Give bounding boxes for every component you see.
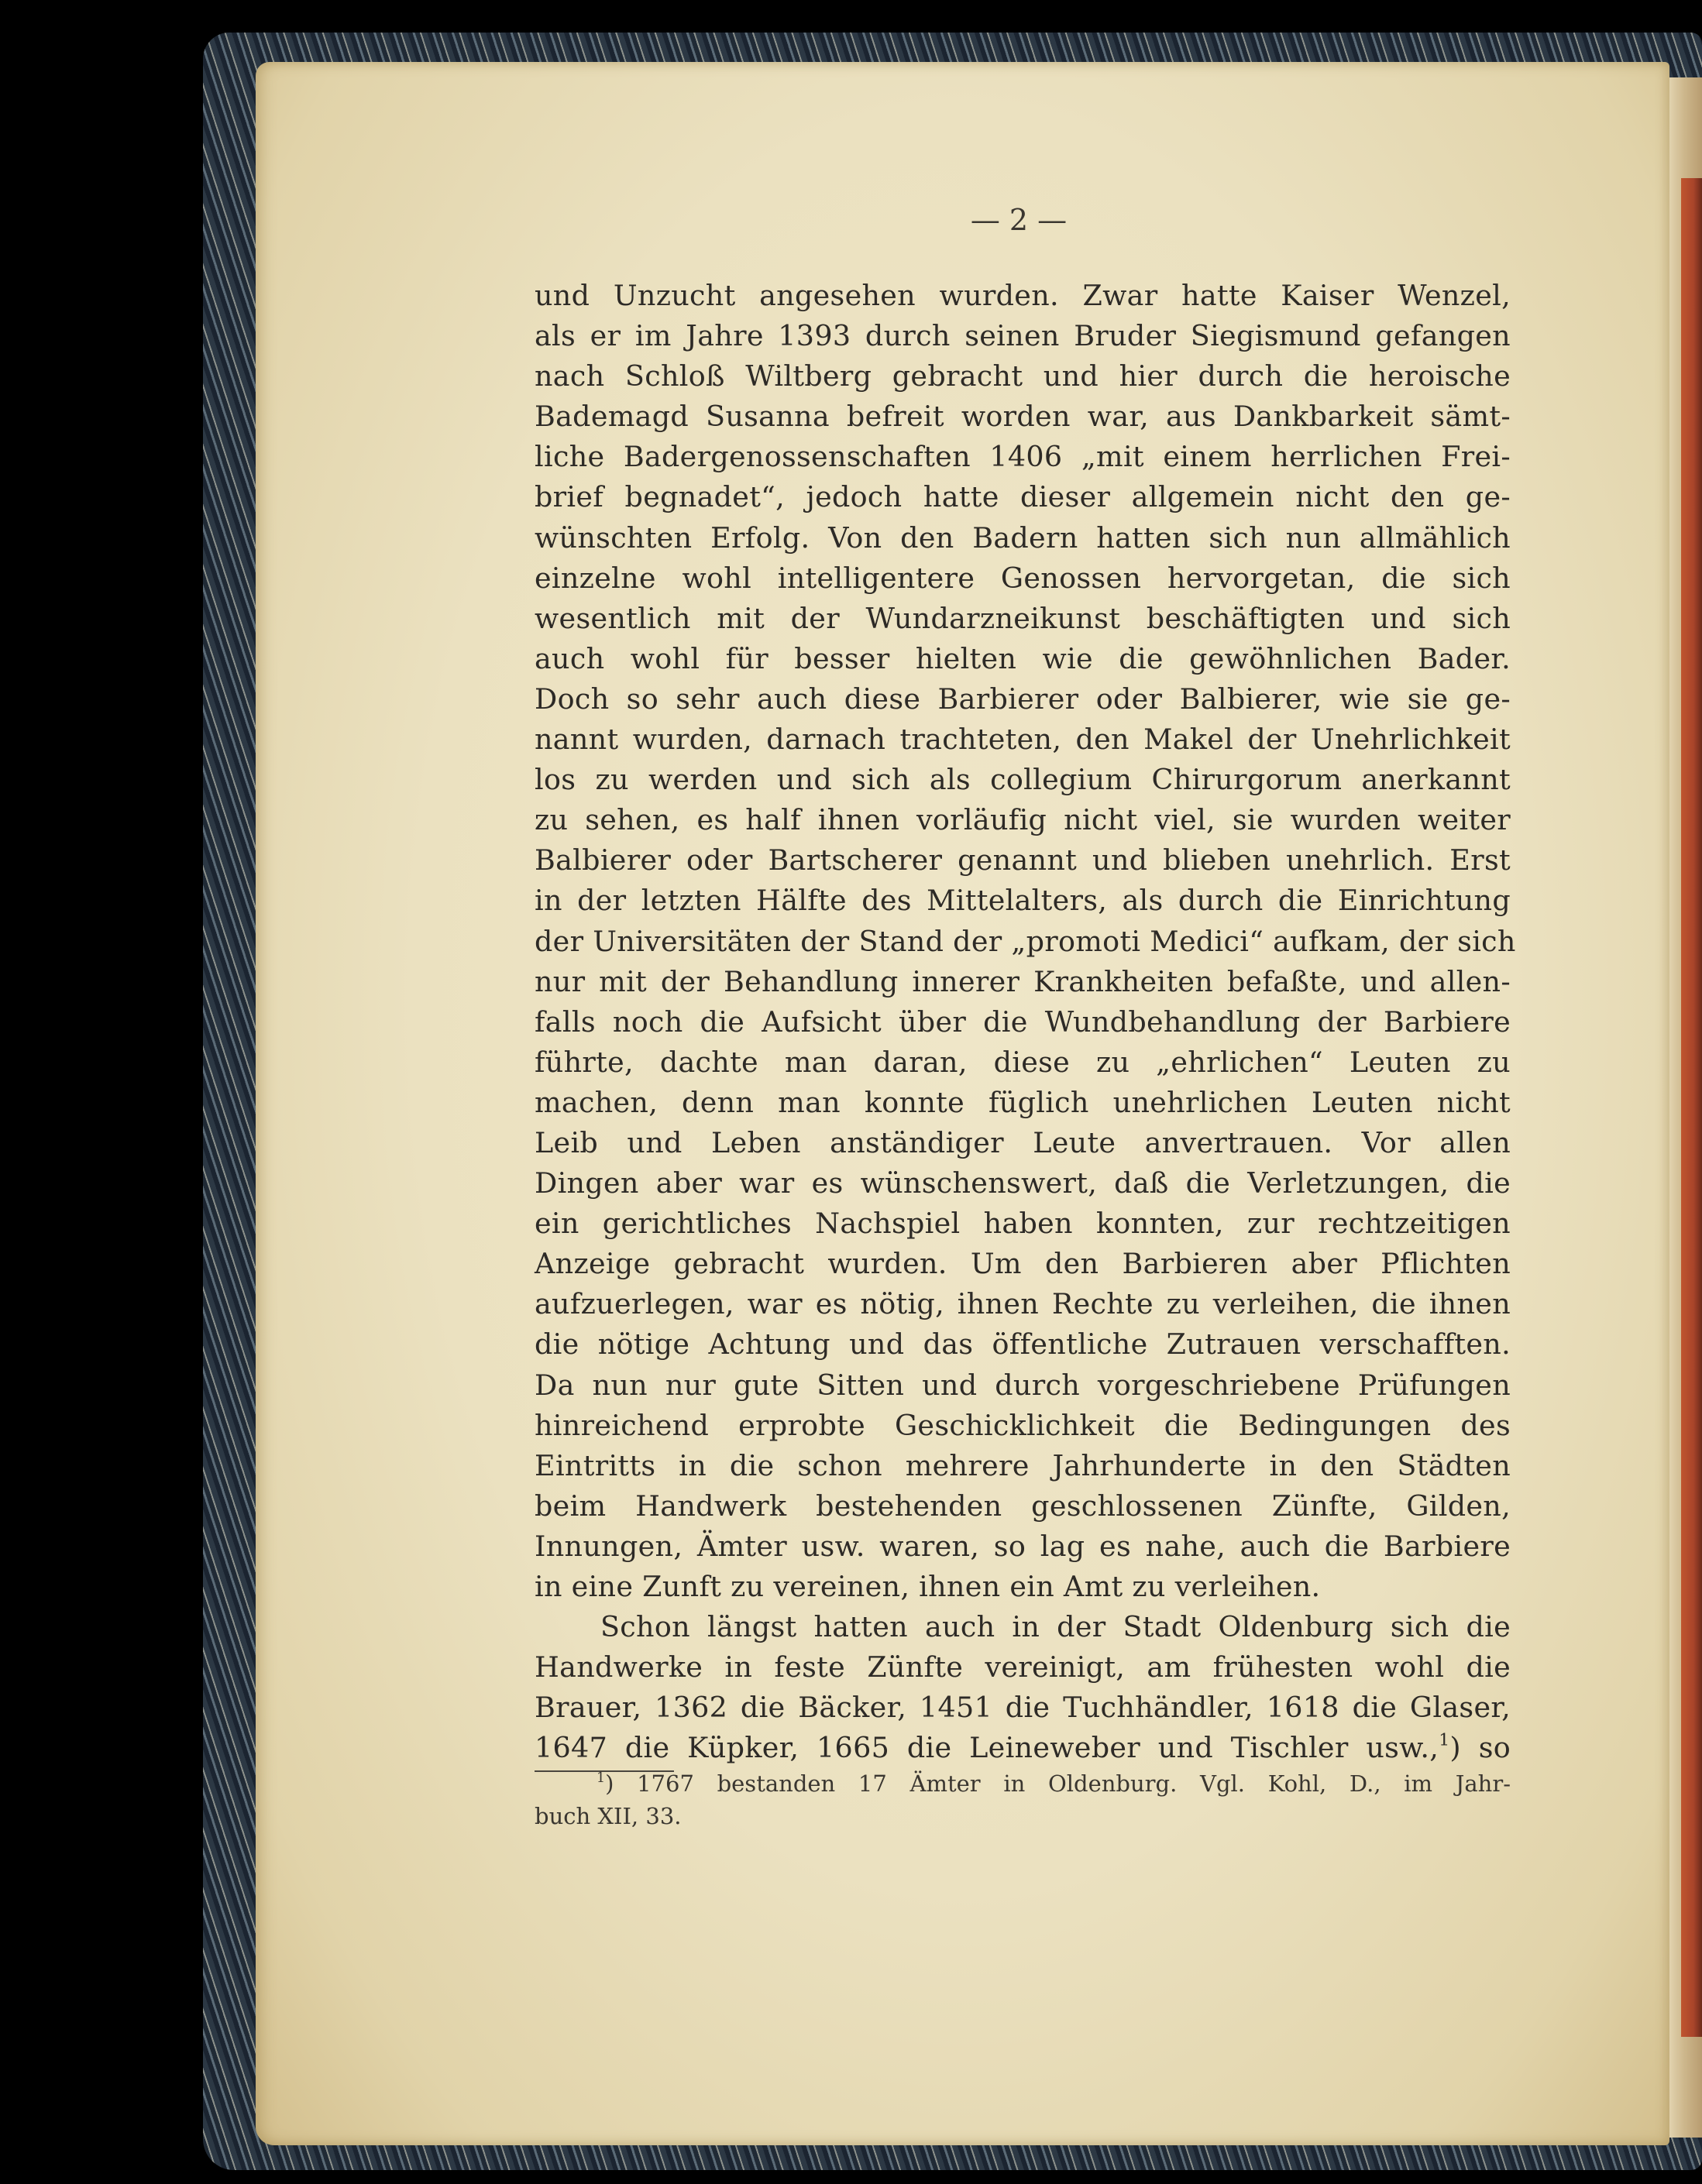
text-line: führte, dachte man daran, diese zu „ehrlichen“ Leuten zu <box>535 1045 1511 1079</box>
footnote-line: buch XII, 33. <box>535 1803 682 1829</box>
text-line: die nötige Achtung und das öffentliche Zutrauen verschafften. <box>535 1327 1511 1362</box>
body-text <box>535 276 1516 1768</box>
text-line: aufzuerlegen, war es nötig, ihnen Rechte zu verleihen, die ihnen <box>535 1287 1511 1321</box>
footnote-marker: 1 <box>597 1770 606 1786</box>
text-line: in der letzten Hälfte des Mittelalters, als durch die Einrichtung <box>535 884 1511 918</box>
text-line: hinreichend erprobte Geschicklichkeit die Bedingungen des <box>535 1408 1511 1442</box>
text-line: auch wohl für besser hielten wie die gewöhnlichen Bader. <box>535 641 1511 675</box>
footnote-reference: 1 <box>1439 1731 1450 1751</box>
text-line-suffix: ) so <box>1449 1731 1511 1765</box>
text-line: brief begnadet“, jedoch hatte dieser allgemein nicht den ge- <box>535 480 1511 514</box>
footnote-line <box>535 1767 1511 1800</box>
footnotes <box>535 1767 1511 1832</box>
text-line: wesentlich mit der Wundarzneikunst beschäftigten und sich <box>535 601 1511 635</box>
text-line: ein gerichtliches Nachspiel haben konnten, zur rechtzeitigen <box>535 1207 1511 1241</box>
text-line: Leib und Leben anständiger Leute anvertrauen. Vor allen <box>535 1125 1511 1159</box>
page-number: — 2 — <box>970 203 1068 237</box>
text-line: Balbierer oder Bartscherer genannt und blieben unehrlich. Erst <box>535 843 1511 877</box>
page-edge-shadow <box>1681 178 1702 2037</box>
text-line: machen, denn man konnte füglich unehrlichen Leuten nicht <box>535 1085 1511 1119</box>
text-line: liche Badergenossenschaften 1406 „mit einem herrlichen Frei- <box>535 440 1511 474</box>
text-line: als er im Jahre 1393 durch seinen Bruder Siegismund gefangen <box>535 319 1511 353</box>
text-line: Anzeige gebracht wurden. Um den Barbieren aber Pflichten <box>535 1247 1511 1281</box>
text-line: nannt wurden, darnach trachteten, den Makel der Unehrlichkeit <box>535 723 1511 757</box>
text-line: Dingen aber war es wünschenswert, daß die Verletzungen, die <box>535 1166 1511 1200</box>
text-line: in eine Zunft zu vereinen, ihnen ein Amt zu verleihen. <box>535 1570 1321 1603</box>
text-line: nur mit der Behandlung innerer Krankheiten befaßte, und allen- <box>535 964 1511 998</box>
text-line-with-note <box>535 1728 1511 1768</box>
text-line: Schon längst hatten auch in der Stadt Oldenburg sich die <box>600 1610 1511 1644</box>
text-line: beim Handwerk bestehenden geschlossenen Zünfte, Gilden, <box>535 1489 1511 1523</box>
footnote-text: ) 1767 bestanden 17 Ämter in Oldenburg. Vgl. Kohl, D., im Jahr- <box>605 1770 1511 1797</box>
text-line: Innungen, Ämter usw. waren, so lag es nahe, auch die Barbiere <box>535 1529 1511 1563</box>
text-line: Handwerke in feste Zünfte vereinigt, am frühesten wohl die <box>535 1650 1511 1684</box>
text-line-content: 1647 die Küpker, 1665 die Leineweber und Tischler usw., <box>535 1731 1439 1765</box>
text-line: Brauer, 1362 die Bäcker, 1451 die Tuchhändler, 1618 die Glaser, <box>535 1691 1511 1725</box>
text-line: und Unzucht angesehen wurden. Zwar hatte Kaiser Wenzel, <box>535 279 1511 312</box>
text-line: Bademagd Susanna befreit worden war, aus Dankbarkeit sämt- <box>535 400 1511 434</box>
text-line: einzelne wohl intelligentere Genossen hervorgetan, die sich <box>535 561 1511 595</box>
text-line: los zu werden und sich als collegium Chirurgorum anerkannt <box>535 763 1511 797</box>
text-line: Eintritts in die schon mehrere Jahrhunderte in den Städten <box>535 1448 1511 1482</box>
text-line: Doch so sehr auch diese Barbierer oder Balbierer, wie sie ge- <box>535 682 1511 716</box>
text-line: zu sehen, es half ihnen vorläufig nicht viel, sie wurden weiter <box>535 803 1511 837</box>
text-line: falls noch die Aufsicht über die Wundbehandlung der Barbiere <box>535 1004 1511 1039</box>
text-line: wünschten Erfolg. Von den Badern hatten sich nun allmählich <box>535 520 1511 555</box>
text-line: der Universitäten der Stand der „promoti Medici“ aufkam, der sich <box>535 924 1516 958</box>
text-line: nach Schloß Wiltberg gebracht und hier durch die heroische <box>535 359 1511 393</box>
text-line: Da nun nur gute Sitten und durch vorgeschriebene Prüfungen <box>535 1368 1511 1402</box>
